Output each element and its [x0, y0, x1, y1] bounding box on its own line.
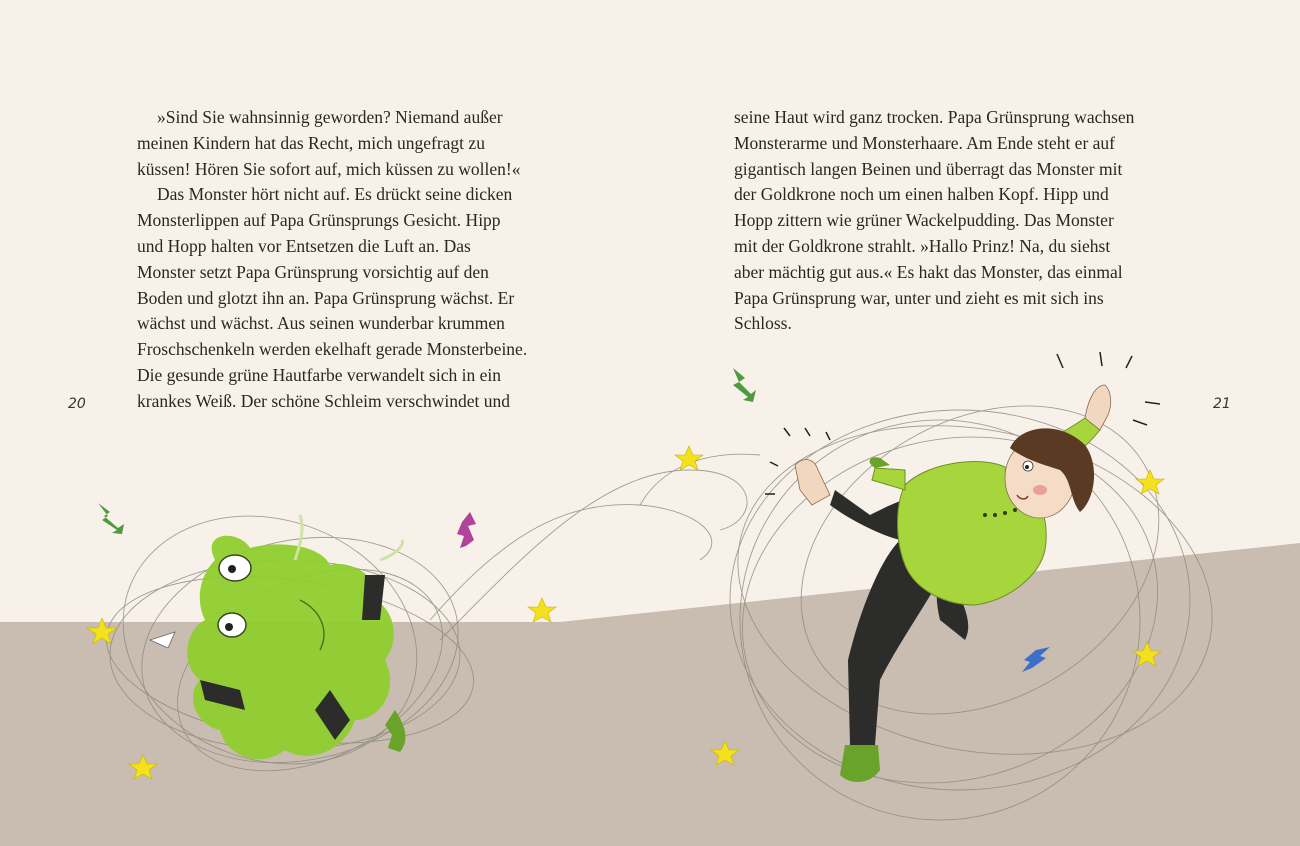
bolt-green-right: [733, 368, 756, 402]
text-line: und Hopp halten vor Entsetzen die Luft an. Das: [137, 235, 471, 256]
text-line: Schloss.: [734, 313, 792, 334]
text-line: »Sind Sie wahnsinnig geworden? Niemand außer: [157, 107, 503, 127]
bolt-green-left: [98, 503, 124, 534]
text-line: seine Haut wird ganz trocken. Papa Grünsprung wachsen: [734, 107, 1135, 127]
text-line: Die gesunde grüne Hautfarbe verwandelt sich in ein: [137, 364, 501, 385]
scribble-cloud-left: [88, 470, 747, 811]
text-line: Boden und glotzt ihn an. Papa Grünsprung wächst. Er: [137, 287, 515, 308]
text-line: wächst und wächst. Aus seinen wunderbar krummen: [137, 313, 505, 334]
text-line: Monsterarme und Monsterhaare. Am Ende steht er auf: [734, 132, 1115, 153]
text-line: Monsterlippen auf Papa Grünsprungs Gesicht. Hipp: [137, 210, 501, 231]
text-line: Froschschenkeln werden ekelhaft gerade Monsterbeine.: [137, 339, 528, 360]
text-line: der Goldkrone noch um einen halben Kopf. Hipp und: [734, 184, 1109, 205]
bolt-magenta: [457, 512, 476, 548]
bolt-blue: [1022, 647, 1050, 672]
transformed-man: [795, 385, 1111, 782]
frog-creature: [150, 515, 405, 759]
text-line: Das Monster hört nicht auf. Es drückt seine dicken: [157, 184, 513, 205]
text-line: Hopp zittern wie grüner Wackelpudding. Das Monster: [734, 210, 1114, 231]
text-line: küssen! Hören Sie sofort auf, mich küssen zu wollen!«: [137, 158, 521, 179]
text-line: Monster setzt Papa Grünsprung vorsichtig auf den: [137, 261, 489, 282]
text-line: aber mächtig gut aus.« Es hakt das Monster, das einmal: [734, 261, 1123, 282]
text-line: meinen Kindern hat das Recht, mich ungefragt zu: [137, 132, 485, 153]
right-page-text: [734, 105, 1174, 337]
text-line: mit der Goldkrone strahlt. »Hallo Prinz! Na, du siehst: [734, 235, 1111, 256]
text-line: gigantisch langen Beinen und überragt das Monster mit: [734, 158, 1123, 179]
text-line: Papa Grünsprung war, unter und zieht es mit sich ins: [734, 287, 1104, 308]
page-number-right: 21: [1213, 396, 1231, 412]
text-line: krankes Weiß. Der schöne Schleim verschwindet und: [137, 390, 510, 411]
page-number-left: 20: [68, 396, 86, 412]
left-page-text: [137, 105, 557, 415]
